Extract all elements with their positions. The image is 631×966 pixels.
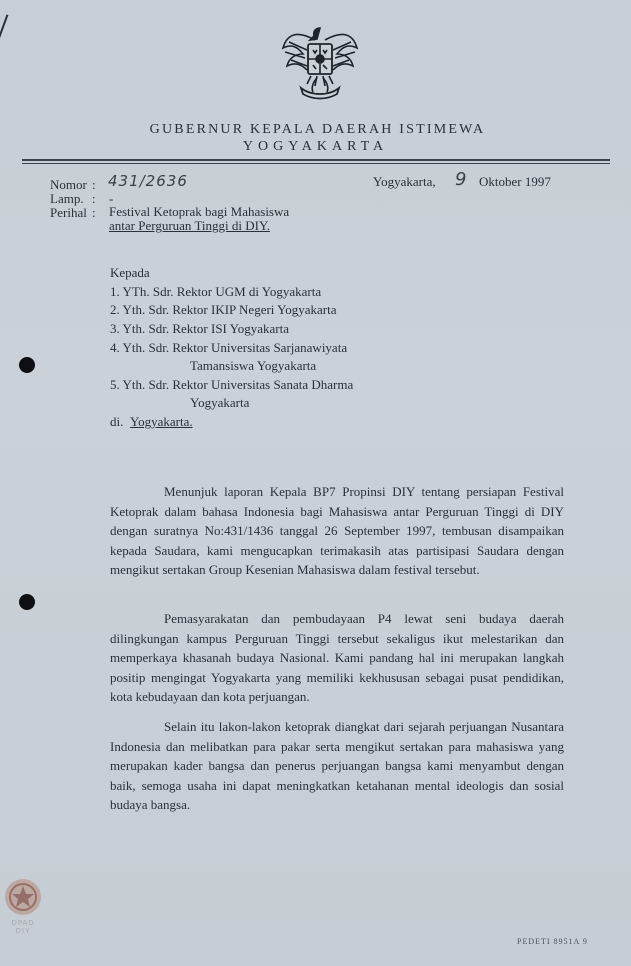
svg-text:DIY: DIY [15, 927, 31, 934]
recipient-2: 2. Yth. Sdr. Rektor IKIP Negeri Yogyakarta [110, 302, 337, 317]
perihal-label: Perihal [50, 205, 87, 220]
di-place: Yogyakarta. [130, 414, 193, 429]
lamp-label: Lamp. [50, 191, 84, 206]
perihal-line-1: Festival Ketoprak bagi Mahasiswa [109, 204, 290, 219]
header-rule-thin [22, 163, 610, 164]
recipient-5-cont: Yogyakarta [190, 395, 250, 410]
nomor-value: 431/2636 [108, 172, 188, 190]
footer-code: PEDETI 8951A 9 [517, 937, 588, 946]
recipient-5: 5. Yth. Sdr. Rektor Universitas Sanata Dharma [110, 377, 354, 392]
recipient-3: 3. Yth. Sdr. Rektor ISI Yogyakarta [110, 321, 289, 336]
pen-mark [0, 14, 8, 39]
recipient-4-cont: Tamansiswa Yogyakarta [190, 358, 317, 373]
nomor-sep: : [92, 177, 96, 192]
lamp-sep: : [92, 191, 96, 206]
lamp-value: - [109, 191, 114, 206]
date-place: Yogyakarta, [373, 174, 436, 189]
kepada-label: Kepada [110, 265, 150, 280]
svg-text:DPAD: DPAD [11, 919, 35, 927]
header-line-1: GUBERNUR KEPALA DAERAH ISTIMEWA [149, 122, 486, 137]
body-paragraph-3: Selain itu lakon-lakon ketoprak diangkat dari sejarah perjuangan Nusantara Indonesia dan melibatkan para pakar serta mengikut sertakan para mahasiswa yang merupakan kader bangsa dan penerus perjuangan bangsa kami menyambut dengan baik, semoga usaha ini dapat meningkatkan ketahanan mental ideologis dan sosial budaya bangsa. [110, 719, 564, 812]
perihal-line-2: antar Perguruan Tinggi di DIY. [109, 218, 270, 233]
nomor-label: Nomor [50, 177, 87, 192]
archive-seal-icon [2, 876, 44, 934]
punch-hole-top [19, 357, 35, 373]
garuda-emblem-icon [277, 20, 363, 108]
header-line-2: YOGYAKARTA [242, 139, 389, 154]
header-rule-thick [22, 159, 610, 161]
date-day: 9 [455, 169, 468, 190]
punch-hole-bottom [19, 594, 35, 610]
di-prefix: di. [110, 414, 124, 429]
body-paragraph-2: Pemasyarakatan dan pembudayaan P4 lewat seni budaya daerah dilingkungan kampus Perguruan Tinggi tersebut sekaligus ikut melestarikan dan memperkaya khasanah budaya Nasional. Kami pandang hal ini merupakan langkah positip mengingat Yogyakarta yang memiliki kekhususan sebagai pusat pendidikan, kota kebudayaan dan kota perjuangan. [110, 611, 564, 704]
recipient-4: 4. Yth. Sdr. Rektor Universitas Sarjanawiyata [110, 340, 348, 355]
perihal-sep: : [92, 205, 96, 220]
recipient-1: 1. YTh. Sdr. Rektor UGM di Yogyakarta [110, 284, 322, 299]
date-month-year: Oktober 1997 [479, 174, 551, 189]
body-paragraph-1: Menunjuk laporan Kepala BP7 Propinsi DIY tentang persiapan Festival Ketoprak dalam bahasa Indonesia bagi Mahasiswa antar Perguruan Tinggi di DIY dengan suratnya No:431/1436 tanggal 26 September 1997, tembusan disampaikan kepada Saudara, kami mengucapkan terimakasih atas partisipasi Saudara dengan mengikut sertakan Group Kesenian Mahasiswa dalam festival tersebut. [110, 484, 564, 577]
